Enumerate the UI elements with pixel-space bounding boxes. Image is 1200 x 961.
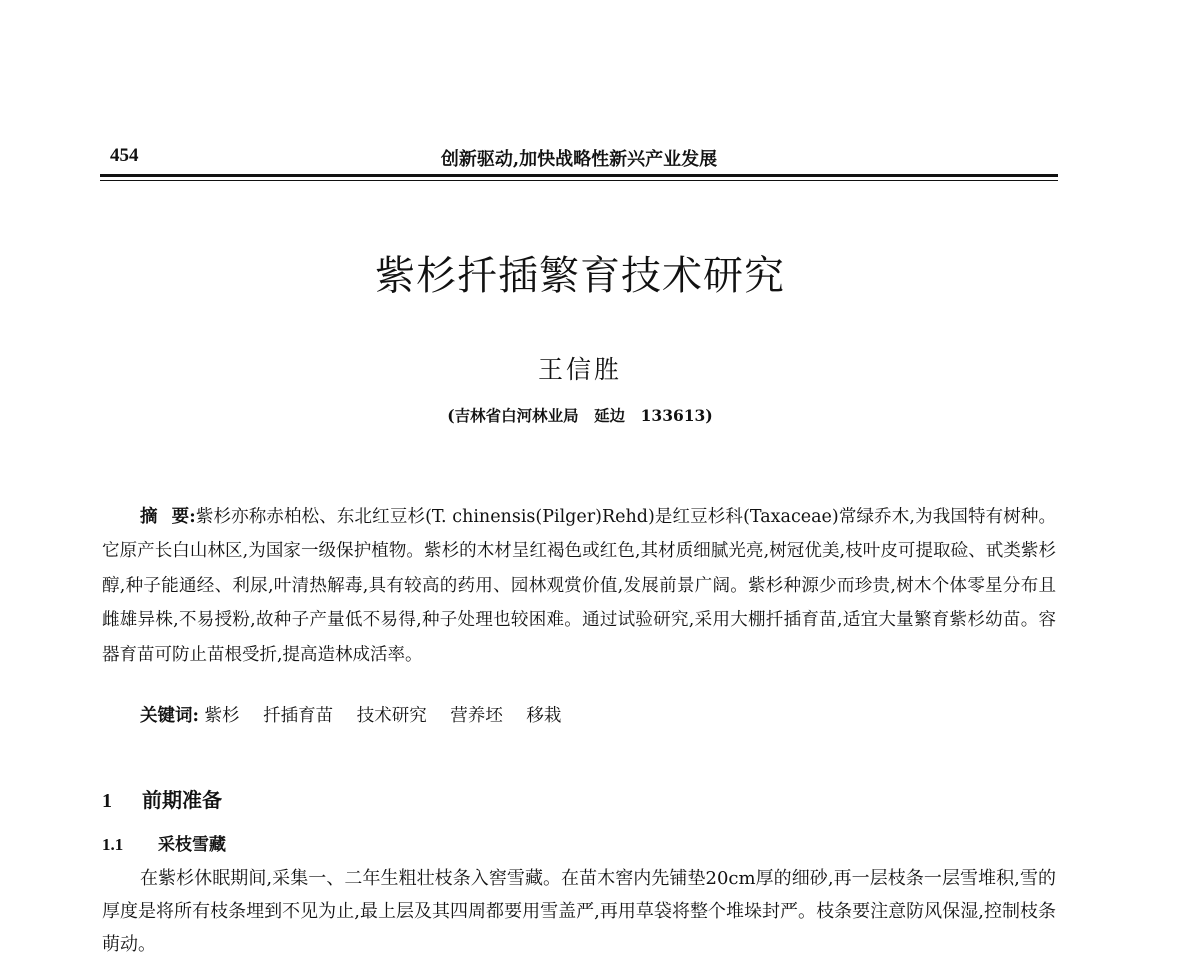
abstract-label-first: 摘 xyxy=(140,507,172,527)
keywords-label: 关键词: xyxy=(140,706,199,726)
running-header xyxy=(100,142,1058,172)
section-heading xyxy=(102,784,222,813)
section-number: 1 xyxy=(102,790,112,812)
journal-title: 创新驱动,加快战略性新兴产业发展 xyxy=(440,149,718,170)
abstract xyxy=(102,500,1056,672)
author-name: 王信胜 xyxy=(537,355,622,384)
abstract-text: 紫杉亦称赤柏松、东北红豆杉(T. chinensis(Pilger)Rehd)是红豆杉科(Taxaceae)常绿乔木,为我国特有树种。它原产长白山林区,为国家一级保护植物。紫杉的木材呈红褐色或红色,其材质细腻光亮,树冠优美,枝叶皮可提取硷、甙类紫杉醇,种子能通经、利尿,叶清热解毒,具有较高的药用、园林观赏价值,发展前景广阔。紫杉种源少而珍贵,树木个体零星分布且雌雄异株,不易授粉,故种子产量低不易得,种子处理也较困难。通过试验研究,采用大棚扦插育苗,适宜大量繁育紫杉幼苗。容器育苗可防止苗根受折,提高造林成活率。 xyxy=(102,507,1056,665)
subsection-title: 采枝雪藏 xyxy=(158,835,226,855)
keyword-item: 扦插育苗 xyxy=(263,706,334,726)
keywords xyxy=(140,702,579,727)
subsection-number: 1.1 xyxy=(102,835,124,854)
body-paragraph: 在紫杉休眠期间,采集一、二年生粗壮枝条入窖雪藏。在苗木窖内先铺垫20cm厚的细砂,再一层枝条一层雪堆积,雪的厚度是将所有枝条埋到不见为止,最上层及其四周都要用雪盖严,再用草袋将整个堆垛封严。枝条要注意防风保湿,控制枝条萌动。 xyxy=(102,868,1056,955)
keyword-item: 移栽 xyxy=(526,706,562,726)
header-rule-thin xyxy=(100,180,1058,181)
header-rule-thick xyxy=(100,174,1058,177)
page-number: 454 xyxy=(110,145,139,166)
article-title: 紫杉扦插繁育技术研究 xyxy=(375,253,785,299)
section-title: 前期准备 xyxy=(142,788,222,812)
subsection-heading xyxy=(102,830,226,855)
abstract-label-second: 要: xyxy=(171,507,196,527)
keyword-item: 紫杉 xyxy=(204,706,240,726)
author-affiliation: (吉林省白河林业局 延边 133613) xyxy=(447,406,713,425)
keyword-item: 营养坯 xyxy=(450,706,503,726)
keyword-item: 技术研究 xyxy=(356,706,427,726)
